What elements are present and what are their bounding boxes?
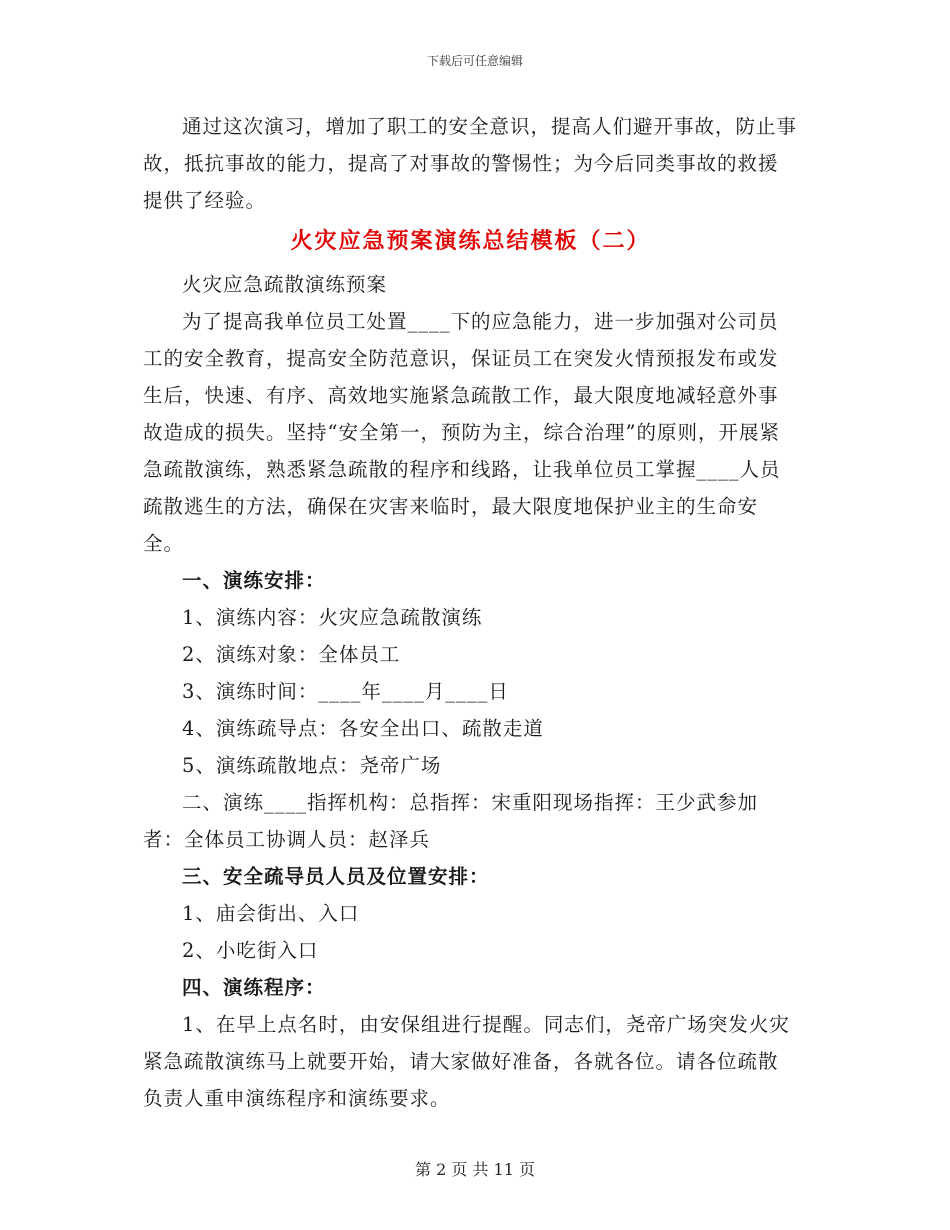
section3-item: 2、小吃街入口 <box>182 939 319 962</box>
plan-purpose-paragraph: 为了提高我单位员工处置____下的应急能力，进一步加强对公司员工的安全教育，提高安全防范意识，保证员工在突发火情预报发布或发生后，快速、有序、高效地实施紧急疏散工作，最大限度地减轻意外事故造成的损失。坚持“安全第一，预防为主，综合治理”的原则，开展紧急疏散演练，熟悉紧急疏散的程序和线路，让我单位员工掌握____人员疏散逃生的方法，确保在灾害来临时，最大限度地保护业主的生命安全。 <box>143 310 781 555</box>
plan-subtitle: 火灾应急疏散演练预案 <box>182 273 388 296</box>
section1-item: 1、演练内容：火灾应急疏散演练 <box>182 606 483 629</box>
section3-heading: 三、安全疏导员人员及位置安排： <box>182 865 490 888</box>
intro-paragraph: 通过这次演习，增加了职工的安全意识，提高人们避开事故，防止事故，抵抗事故的能力，提高了对事故的警惕性；为今后同类事故的救援提供了经验。 <box>143 115 798 212</box>
document-title: 火灾应急预案演练总结模板（二） <box>290 228 651 254</box>
section4-heading: 四、演练程序： <box>182 976 326 999</box>
section4-paragraph: 1、在早上点名时，由安保组进行提醒。同志们，尧帝广场突发火灾紧急疏散演练马上就要开始，请大家做好准备，各就各位。请各位疏散负责人重申演练程序和演练要求。 <box>143 1013 790 1110</box>
header-note: 下载后可任意编辑 <box>426 54 523 68</box>
section1-heading: 一、演练安排： <box>182 569 326 592</box>
section1-item: 2、演练对象：全体员工 <box>182 643 401 666</box>
page-number: 第 2 页 共 11 页 <box>415 1160 535 1179</box>
section1-item: 4、演练疏导点：各安全出口、疏散走道 <box>182 717 544 740</box>
section1-item: 3、演练时间：____年____月____日 <box>182 680 509 703</box>
section1-item: 5、演练疏散地点：尧帝广场 <box>182 754 442 777</box>
section3-item: 1、庙会街出、入口 <box>182 902 360 925</box>
section2-paragraph: 二、演练____指挥机构：总指挥：宋重阳现场指挥：王少武参加者：全体员工协调人员：赵泽兵 <box>143 791 759 851</box>
document-body <box>143 108 798 1117</box>
